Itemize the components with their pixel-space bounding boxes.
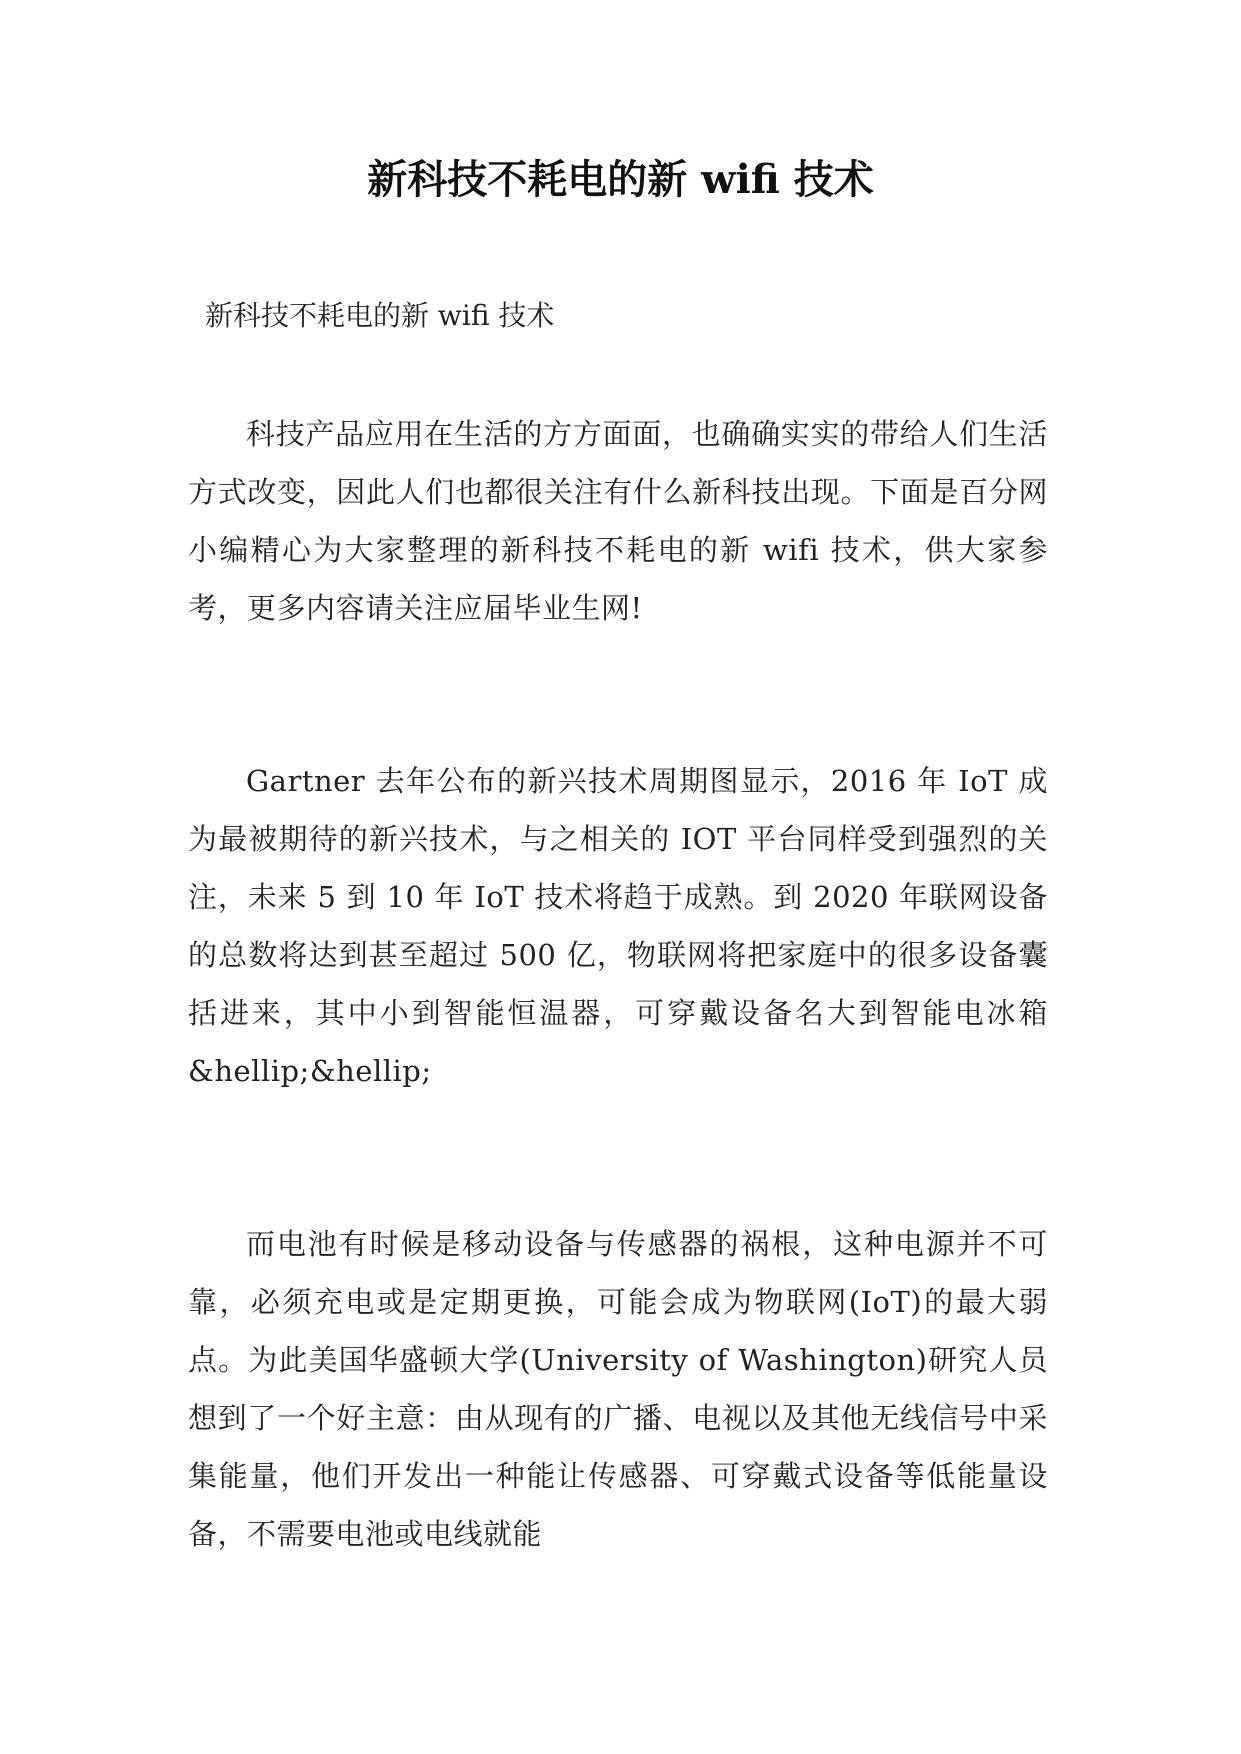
document-title: 新科技不耗电的新 wifi 技术 bbox=[367, 156, 874, 203]
paragraph-battery: 而电池有时候是移动设备与传感器的祸根，这种电源并不可靠，必须充电或是定期更换，可能会成为物联网(IoT)的最大弱点。为此美国华盛顿大学(University of Washington)研究人员想到了一个好主意：由从现有的广播、电视以及其他无线信号中采集能量，他们开发出一种能让传感器、可穿戴式设备等低能量设备，不需要电池或电线就能 bbox=[188, 1227, 1048, 1551]
paragraph-intro: 科技产品应用在生活的方方面面，也确确实实的带给人们生活方式改变，因此人们也都很关注有什么新科技出现。下面是百分网小编精心为大家整理的新科技不耗电的新 wifi 技术，供大家参考，更多内容请关注应届毕业生网! bbox=[188, 417, 1048, 625]
paragraph-gartner: Gartner 去年公布的新兴技术周期图显示，2016 年 IoT 成为最被期待的新兴技术，与之相关的 IOT 平台同样受到强烈的关注，未来 5 到 10 年 IoT 技术将趋于成熟。到 2020 年联网设备的总数将达到甚至超过 500 亿，物联网将把家庭中的很多设备囊括进来，其中小到智能恒温器，可穿戴设备名大到智能电冰箱&hellip;&hellip; bbox=[188, 764, 1048, 1088]
document-subtitle: 新科技不耗电的新 wifi 技术 bbox=[205, 299, 555, 332]
